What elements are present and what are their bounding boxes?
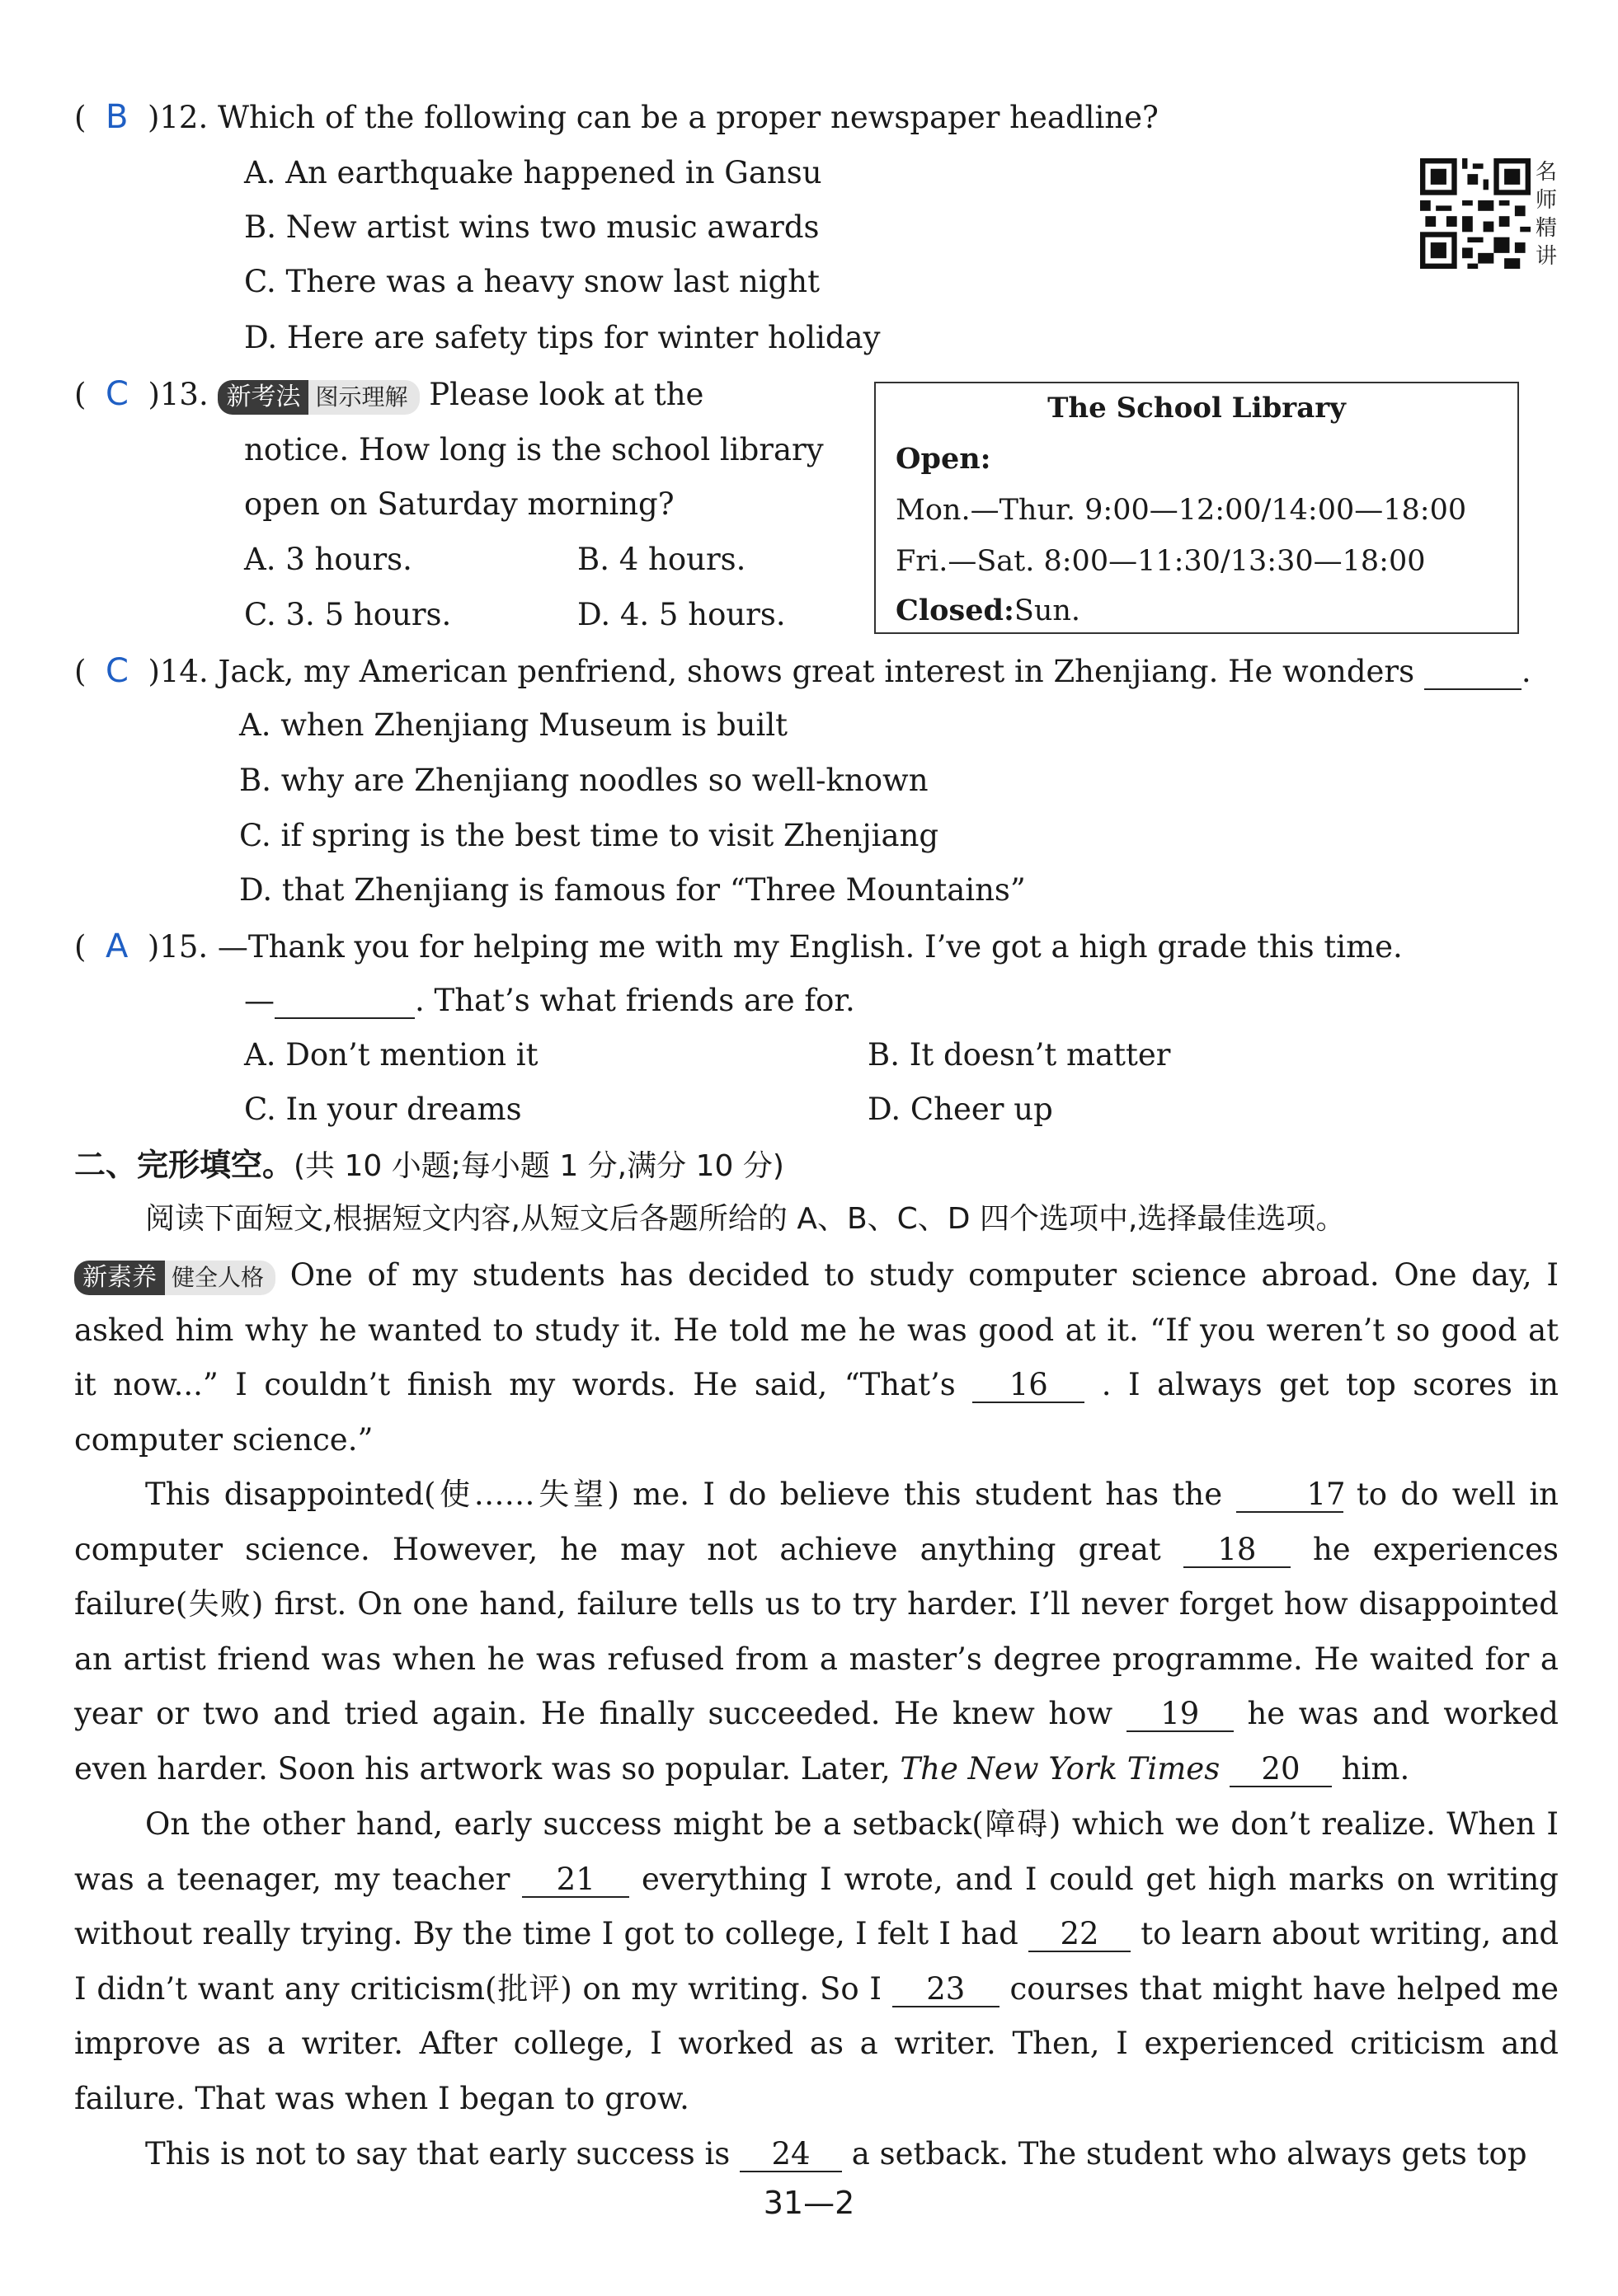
section2-badge-sub: 健全人格: [165, 1261, 275, 1295]
q15-stem: —Thank you for helping me with my English. I’ve got a high grade this time.: [217, 929, 1403, 965]
passage-paragraph-3: [74, 1797, 1559, 2126]
section2-title: 二、完形填空。: [74, 1147, 294, 1183]
q15-option-b: B. It doesn’t matter: [868, 1037, 1171, 1073]
q13-stem-line: ( C )13. 新考法 图示理解 Please look at the: [74, 375, 704, 413]
q14-option-c: C. if spring is the best time to visit Zhenjiang: [239, 818, 939, 853]
library-row-fri: Fri.—Sat. 8:00—11:30/13:30—18:00: [896, 545, 1426, 578]
passage-p2-a: This disappointed(使……失望) me. I do believe this student has the: [145, 1477, 1236, 1512]
q12-option-b: B. New artist wins two music awards: [244, 209, 820, 245]
section2-badge-main: 新素养: [74, 1261, 165, 1295]
q13-option-a: A. 3 hours.: [244, 542, 412, 577]
q15-reply: [244, 981, 855, 1021]
q12-answer: B: [105, 98, 129, 136]
q13-option-b: B. 4 hours.: [577, 542, 746, 577]
q15-number: )15.: [147, 929, 209, 965]
q14-stem-line: ( C )14. Jack, my American penfriend, shows great interest in Zhenjiang. He wonders .: [74, 652, 1531, 690]
q12-stem: Which of the following can be a proper newspaper headline?: [218, 100, 1159, 135]
section2-heading: [74, 1145, 784, 1186]
library-closed-label: Closed:: [896, 594, 1014, 627]
passage-p2-d: he was and worked even harder. Soon his artwork was so popular. Later,: [74, 1696, 1559, 1787]
q14-stem: Jack, my American penfriend, shows great interest in Zhenjiang. He wonders: [218, 654, 1415, 689]
blank-19: 19: [1126, 1697, 1234, 1732]
section2-instruction: 阅读下面短文,根据短文内容,从短文后各题所给的 A、B、C、D 四个选项中,选择最佳选项。: [145, 1202, 1346, 1236]
q13-option-c: C. 3. 5 hours.: [244, 597, 452, 632]
q13-stem-3: open on Saturday morning?: [244, 486, 675, 522]
q15-reply-dash: —: [244, 983, 275, 1018]
passage-p4-a: This is not to say that early success is: [145, 2136, 741, 2172]
passage-p3-d: courses that might have helped me improve as a writer. After college, I worked as a writer. Then, I experienced criticism and failure. That was when I began to grow.: [74, 1970, 1559, 2116]
q15-answer: A: [105, 927, 129, 965]
passage-p3-b: everything I wrote, and I could get high marks on writing without really trying. By the time I got to college, I felt I had: [74, 1861, 1559, 1951]
passage-p3-c: to learn about writing, and I didn’t want any criticism(批评) on my writing. So I: [74, 1916, 1559, 2007]
passage-paragraph-2: [74, 1467, 1559, 1796]
passage-p3-a: On the other hand, early success might be a setback(障碍) which we don’t realize. When I was a teenager, my teacher: [74, 1806, 1559, 1897]
q15-option-d: D. Cheer up: [868, 1092, 1053, 1127]
q15-stem-line: ( A )15. —Thank you for helping me with my English. I’ve got a high grade this time.: [74, 927, 1403, 965]
q12-option-c: C. There was a heavy snow last night: [244, 264, 820, 299]
q12-stem-line: ( B )12. Which of the following can be a proper newspaper headline?: [74, 98, 1159, 136]
q14-option-d: D. that Zhenjiang is famous for “Three Mountains”: [239, 872, 1026, 908]
passage-paragraph-1: [74, 1248, 1559, 1467]
q13-stem-1: Please look at the: [429, 377, 704, 412]
q13-answer: C: [105, 375, 129, 413]
qr-label: 名师精讲: [1536, 160, 1558, 269]
q13-number: )13.: [148, 377, 209, 412]
passage-p2-italic: The New York Times: [900, 1750, 1221, 1787]
blank-16: 16: [972, 1369, 1084, 1403]
q14-blank: [1424, 655, 1522, 690]
passage-p1-b: . I always get top scores in computer science.”: [74, 1367, 1559, 1458]
q13-badge-sub: 图示理解: [308, 380, 419, 415]
page-number: 31—2: [763, 2185, 855, 2221]
q15-option-a: A. Don’t mention it: [244, 1037, 539, 1073]
passage-p1-a: One of my students has decided to study computer science abroad. One day, I asked him why he wanted to study it. He told me he was good at it. “If you weren’t so good at it now...” I couldn’t finish my words. He said, “That’s: [74, 1257, 1559, 1402]
section2-score: (共 10 小题;每小题 1 分,满分 10 分): [294, 1149, 784, 1183]
q13-stem-2: notice. How long is the school library: [244, 432, 824, 467]
passage-paragraph-4: [74, 2127, 1559, 2181]
blank-20: 20: [1230, 1753, 1332, 1787]
q14-number: )14.: [148, 654, 209, 689]
q12-number: )12.: [147, 100, 209, 135]
passage-p2-e: him.: [1331, 1750, 1410, 1787]
library-title: The School Library: [1047, 392, 1346, 425]
blank-17: 17: [1236, 1478, 1343, 1513]
q13-option-d: D. 4. 5 hours.: [577, 597, 786, 632]
passage-p2-b: to do well in computer science. However, he may not achieve anything great: [74, 1477, 1559, 1567]
library-row-mon: Mon.—Thur. 9:00—12:00/14:00—18:00: [896, 494, 1467, 527]
q15-reply-rest: . That’s what friends are for.: [415, 983, 855, 1018]
q14-answer: C: [105, 652, 129, 690]
blank-23: 23: [892, 1973, 999, 2007]
passage-p4-b: a setback. The student who always gets top: [842, 2136, 1527, 2172]
q14-option-a: A. when Zhenjiang Museum is built: [239, 707, 788, 743]
blank-24: 24: [740, 2138, 842, 2172]
q12-option-a: A. An earthquake happened in Gansu: [244, 155, 822, 190]
q15-blank: [275, 984, 415, 1019]
library-closed-row: [896, 593, 1080, 629]
blank-22: 22: [1028, 1918, 1131, 1952]
qr-code-icon[interactable]: [1420, 158, 1531, 269]
passage-p2-c: he experiences failure(失败) first. On one hand, failure tells us to try harder. I’ll never forget how disappointed an artist friend was when he was refused from a master’s degree programme. He waited for a year or two and tried again. He finally succeeded. He knew how: [74, 1531, 1559, 1731]
q13-badge-main: 新考法: [218, 380, 308, 415]
q15-option-c: C. In your dreams: [244, 1092, 522, 1127]
q14-option-b: B. why are Zhenjiang noodles so well-known: [239, 763, 929, 798]
blank-21: 21: [522, 1863, 629, 1898]
library-open-label: Open:: [896, 442, 991, 476]
q12-option-d: D. Here are safety tips for winter holiday: [244, 320, 881, 355]
library-closed-value: Sun.: [1014, 594, 1081, 627]
library-notice: [874, 382, 1519, 634]
blank-18: 18: [1183, 1533, 1291, 1568]
